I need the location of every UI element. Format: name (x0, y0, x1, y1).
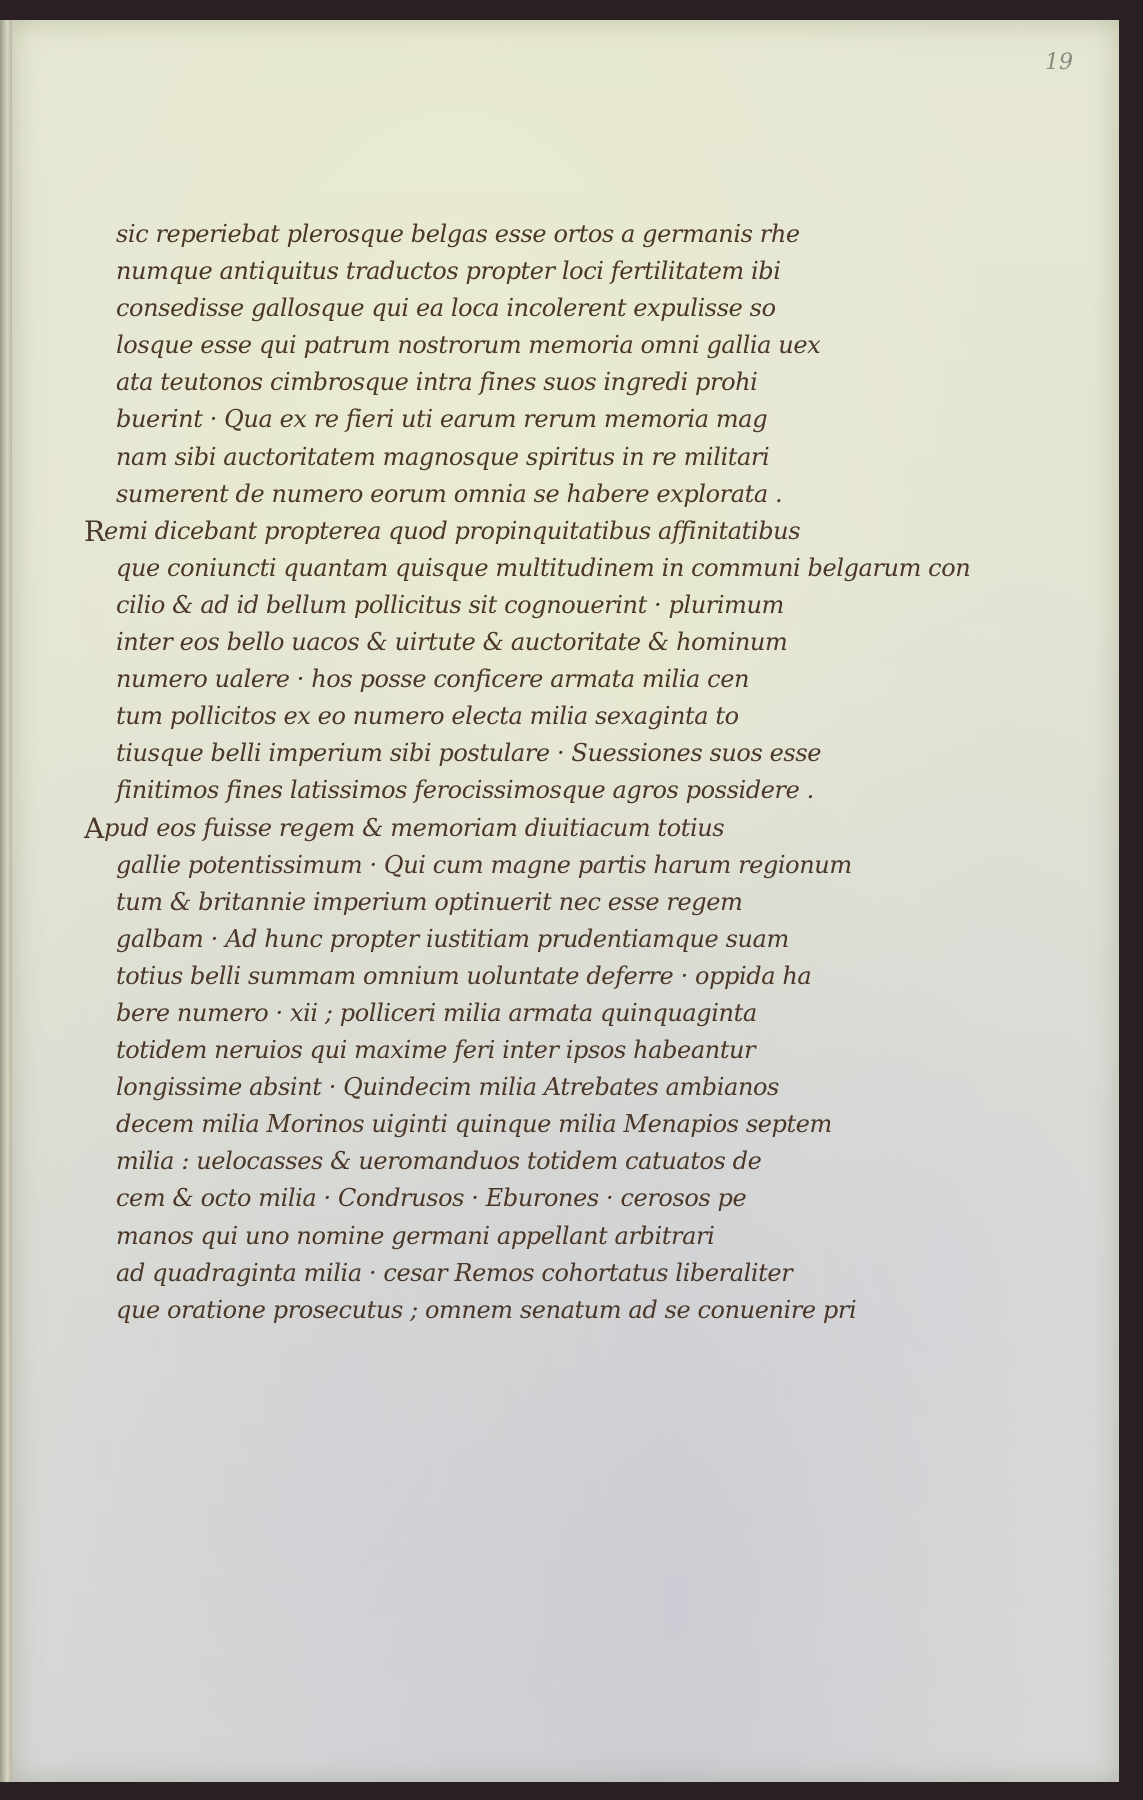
line-text: nam sibi auctoritatem magnosque spiritus in re militari (116, 442, 770, 471)
manuscript-line (104, 847, 864, 884)
manuscript-line (104, 1143, 864, 1180)
text-column (84, 216, 971, 1329)
initial-letter: R (84, 514, 105, 548)
line-text: decem milia Morinos uiginti quinque milia Menapios septem (116, 1110, 832, 1139)
line-text: galbam · Ad hunc propter iustitiam prudentiamque suam (116, 924, 789, 953)
manuscript-line (104, 476, 864, 513)
manuscript-line (84, 513, 864, 550)
line-text: pud eos fuisse regem & memoriam diuitiacum totius (104, 813, 725, 842)
manuscript-line (104, 1106, 864, 1143)
line-text: tum pollicitos ex eo numero electa milia sexaginta to (116, 702, 739, 731)
line-text: gallie potentissimum · Qui cum magne partis harum regionum (116, 850, 852, 879)
manuscript-line (104, 884, 864, 921)
line-text: sic reperiebat plerosque belgas esse ortos a germanis rhe (116, 220, 800, 248)
line-text: tum & britannie imperium optinuerit nec esse regem (116, 887, 743, 916)
manuscript-line (104, 587, 864, 624)
line-text: sumerent de numero eorum omnia se habere explorata . (116, 479, 783, 508)
line-text: cilio & ad id bellum pollicitus sit cognouerint · plurimum (116, 590, 784, 619)
line-text: inter eos bello uacos & uirtute & auctoritate & hominum (116, 628, 788, 657)
manuscript-line (104, 1255, 864, 1292)
manuscript-line (104, 1292, 864, 1329)
manuscript-line (104, 364, 864, 401)
folio-number: 19 (1045, 50, 1073, 75)
line-text: bere numero · xii ; polliceri milia armata quinquaginta (116, 998, 757, 1027)
line-text: totidem neruios qui maxime feri inter ipsos habeantur (116, 1036, 756, 1065)
manuscript-line (104, 921, 864, 958)
manuscript-line (104, 216, 864, 253)
manuscript-line (104, 550, 971, 587)
line-text: milia : uelocasses & ueromanduos totidem catuatos de (116, 1147, 762, 1176)
manuscript-line (104, 1180, 864, 1217)
line-text: consedisse gallosque qui ea loca incolerent expulisse so (116, 294, 776, 323)
line-text: buerint · Qua ex re fieri uti earum rerum memoria mag (116, 405, 768, 434)
line-text: que oratione prosecutus ; omnem senatum ad se conuenire pri (116, 1295, 857, 1324)
binding-edge (0, 20, 12, 1782)
manuscript-line (84, 810, 864, 847)
manuscript-line (104, 327, 864, 364)
manuscript-line (104, 1218, 864, 1255)
manuscript-line (104, 735, 864, 772)
manuscript-line (104, 253, 864, 290)
manuscript-line (104, 698, 864, 735)
manuscript-line (104, 661, 864, 698)
line-text: ad quadraginta milia · cesar Remos cohortatus liberaliter (116, 1258, 793, 1287)
manuscript-line (104, 958, 864, 995)
line-text: emi dicebant propterea quod propinquitatibus affinitatibus (104, 516, 801, 545)
manuscript-line (104, 772, 864, 809)
line-text: longissime absint · Quindecim milia Atrebates ambianos (116, 1073, 779, 1102)
line-text: finitimos fines latissimos ferocissimosque agros possidere . (116, 776, 814, 805)
manuscript-line (104, 401, 864, 438)
manuscript-line (104, 439, 864, 476)
line-text: manos qui uno nomine germani appellant arbitrari (116, 1221, 715, 1250)
line-text: losque esse qui patrum nostrorum memoria omni gallia uex (116, 331, 821, 360)
line-text: numque antiquitus traductos propter loci fertilitatem ibi (116, 257, 781, 286)
manuscript-line (104, 995, 864, 1032)
parchment-leaf (12, 20, 1119, 1782)
manuscript-line (104, 290, 864, 327)
line-text: tiusque belli imperium sibi postulare · Suessiones suos esse (116, 739, 822, 768)
line-text: totius belli summam omnium uoluntate deferre · oppida ha (116, 961, 812, 990)
line-text: cem & octo milia · Condrusos · Eburones · cerosos pe (116, 1184, 747, 1213)
line-text: numero ualere · hos posse conficere armata milia cen (116, 665, 750, 694)
manuscript-line (104, 624, 864, 661)
line-text: ata teutonos cimbrosque intra fines suos ingredi prohi (116, 368, 758, 397)
manuscript-line (104, 1032, 864, 1069)
initial-letter: A (84, 811, 104, 845)
manuscript-line (104, 1069, 864, 1106)
line-text: que coniuncti quantam quisque multitudinem in communi belgarum con (116, 553, 971, 582)
